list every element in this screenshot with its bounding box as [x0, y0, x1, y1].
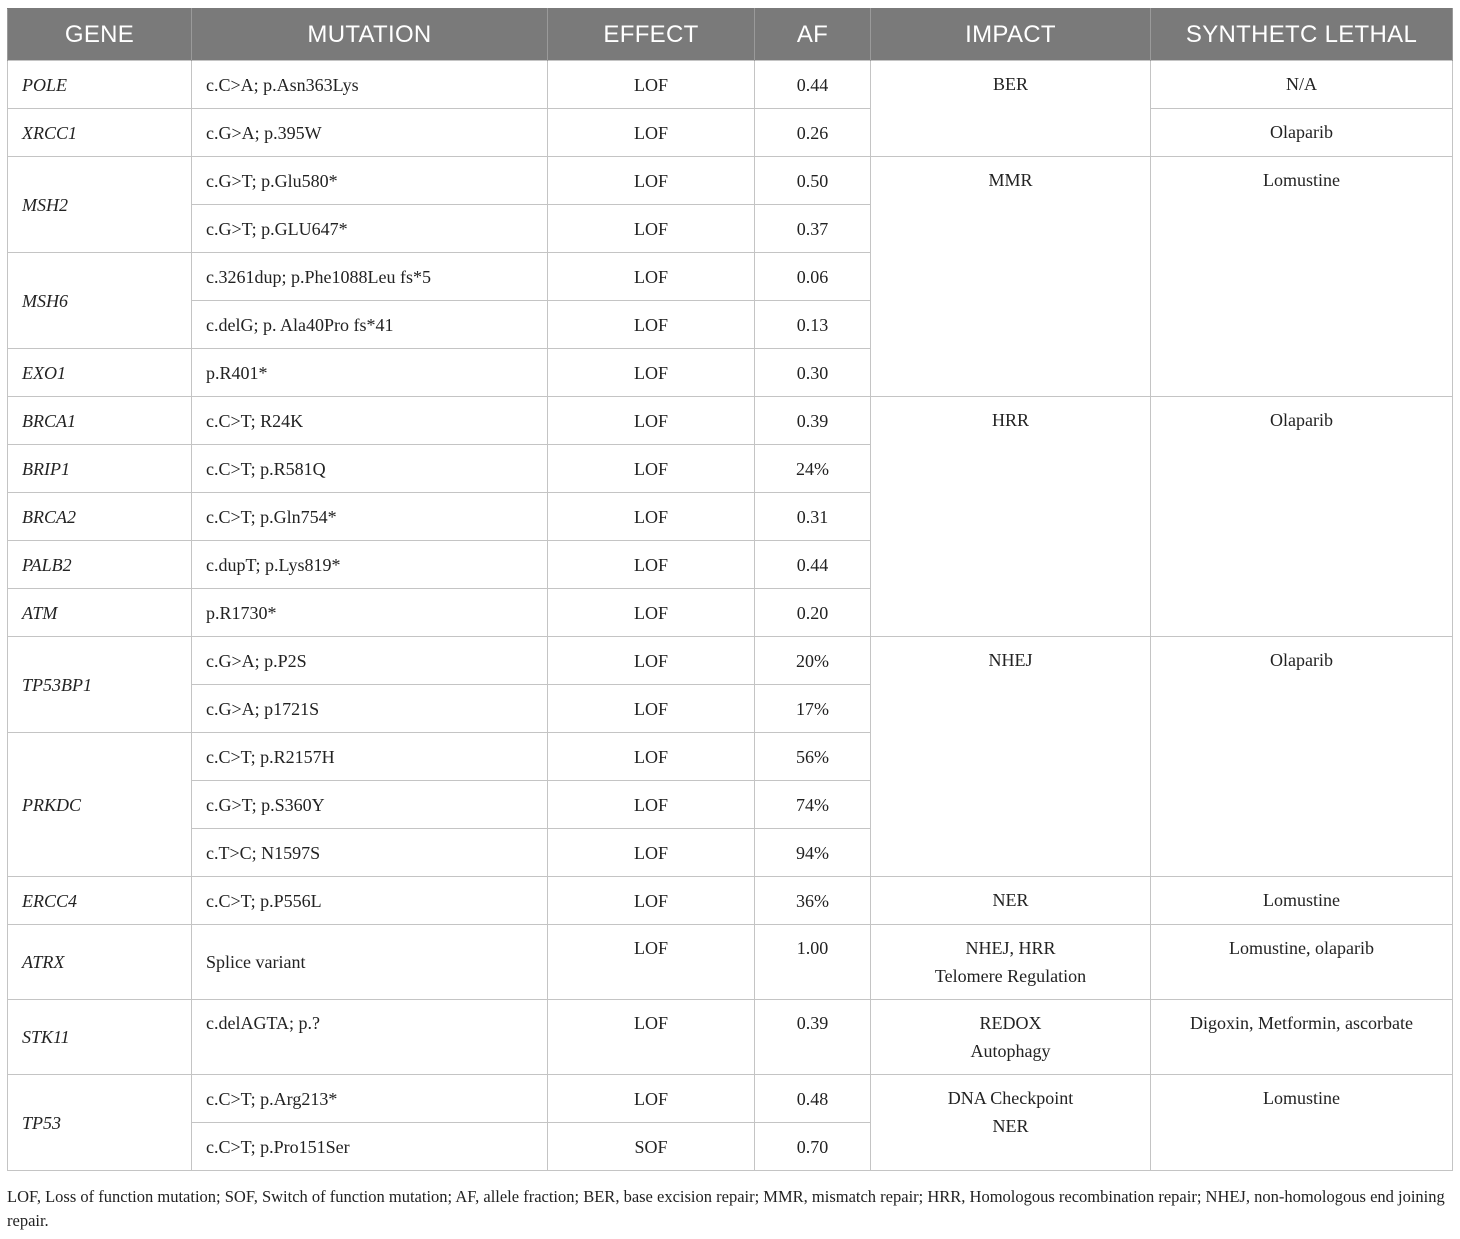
table-row	[8, 1000, 1453, 1075]
effect-cell: LOF	[548, 157, 755, 205]
effect-cell: LOF	[548, 541, 755, 589]
effect-cell: LOF	[548, 1075, 755, 1123]
table-row	[8, 61, 1453, 109]
table-row	[8, 157, 1453, 205]
gene-cell: PRKDC	[8, 733, 192, 877]
effect-cell: LOF	[548, 589, 755, 637]
af-cell: 0.20	[755, 589, 871, 637]
gene-cell: EXO1	[8, 349, 192, 397]
mutation-cell: c.C>T; p.R581Q	[192, 445, 548, 493]
af-cell: 74%	[755, 781, 871, 829]
mutation-cell: c.C>T; p.Pro151Ser	[192, 1123, 548, 1171]
mutation-table	[7, 8, 1453, 1171]
impact-line: DNA Checkpoint	[947, 1088, 1074, 1108]
synthetic-lethal-cell: Olaparib	[1151, 109, 1453, 157]
af-cell: 0.50	[755, 157, 871, 205]
gene-cell: MSH6	[8, 253, 192, 349]
mutation-cell: c.dupT; p.Lys819*	[192, 541, 548, 589]
af-cell: 0.48	[755, 1075, 871, 1123]
af-cell: 94%	[755, 829, 871, 877]
effect-cell: LOF	[548, 637, 755, 685]
mutation-cell: c.C>T; R24K	[192, 397, 548, 445]
mutation-cell: p.R1730*	[192, 589, 548, 637]
header-effect: EFFECT	[548, 9, 755, 61]
mutation-cell: c.delG; p. Ala40Pro fs*41	[192, 301, 548, 349]
header-impact: IMPACT	[871, 9, 1151, 61]
effect-cell: SOF	[548, 1123, 755, 1171]
mutation-cell: c.C>T; p.Gln754*	[192, 493, 548, 541]
af-cell: 0.06	[755, 253, 871, 301]
effect-cell: LOF	[548, 493, 755, 541]
effect-cell: LOF	[548, 925, 755, 1000]
gene-cell: ERCC4	[8, 877, 192, 925]
impact-line: Autophagy	[970, 1041, 1051, 1061]
mutation-cell: c.G>A; p.P2S	[192, 637, 548, 685]
af-cell: 0.44	[755, 541, 871, 589]
gene-cell: TP53BP1	[8, 637, 192, 733]
synthetic-lethal-cell: Lomustine	[1151, 1075, 1453, 1171]
synthetic-lethal-cell: Lomustine, olaparib	[1151, 925, 1453, 1000]
effect-cell: LOF	[548, 205, 755, 253]
mutation-cell: c.G>A; p.395W	[192, 109, 548, 157]
gene-cell: ATM	[8, 589, 192, 637]
table-row	[8, 925, 1453, 1000]
synthetic-lethal-cell: Olaparib	[1151, 637, 1453, 877]
synthetic-lethal-cell: N/A	[1151, 61, 1453, 109]
af-cell: 0.70	[755, 1123, 871, 1171]
effect-cell: LOF	[548, 445, 755, 493]
effect-cell: LOF	[548, 829, 755, 877]
impact-cell: HRR	[871, 397, 1151, 637]
effect-cell: LOF	[548, 877, 755, 925]
af-cell: 0.31	[755, 493, 871, 541]
impact-line: Telomere Regulation	[934, 966, 1087, 986]
gene-cell: BRCA1	[8, 397, 192, 445]
effect-cell: LOF	[548, 397, 755, 445]
header-mutation: MUTATION	[192, 9, 548, 61]
af-cell: 0.26	[755, 109, 871, 157]
mutation-cell: p.R401*	[192, 349, 548, 397]
af-cell: 56%	[755, 733, 871, 781]
mutation-cell: c.C>T; p.P556L	[192, 877, 548, 925]
mutation-cell: c.3261dup; p.Phe1088Leu fs*5	[192, 253, 548, 301]
impact-cell: NER	[871, 877, 1151, 925]
af-cell: 0.30	[755, 349, 871, 397]
gene-cell: TP53	[8, 1075, 192, 1171]
af-cell: 20%	[755, 637, 871, 685]
table-container	[7, 8, 1452, 1171]
effect-cell: LOF	[548, 685, 755, 733]
synthetic-lethal-cell: Olaparib	[1151, 397, 1453, 637]
mutation-cell: c.T>C; N1597S	[192, 829, 548, 877]
header-gene: GENE	[8, 9, 192, 61]
effect-cell: LOF	[548, 109, 755, 157]
gene-cell: MSH2	[8, 157, 192, 253]
gene-cell: BRIP1	[8, 445, 192, 493]
impact-cell: MMR	[871, 157, 1151, 397]
effect-cell: LOF	[548, 61, 755, 109]
gene-cell: POLE	[8, 61, 192, 109]
header-af: AF	[755, 9, 871, 61]
af-cell: 1.00	[755, 925, 871, 1000]
effect-cell: LOF	[548, 253, 755, 301]
af-cell: 0.44	[755, 61, 871, 109]
gene-cell: XRCC1	[8, 109, 192, 157]
table-header	[8, 9, 1453, 61]
impact-cell	[871, 1000, 1151, 1075]
table-footnote: LOF, Loss of function mutation; SOF, Switch of function mutation; AF, allele fraction; BER, base excision repair; MMR, mismatch repair; HRR, Homologous recombination repair; NHEJ, non-homologous end joining repair.	[7, 1187, 1445, 1230]
mutation-cell: Splice variant	[192, 925, 548, 1000]
table-body	[8, 61, 1453, 1171]
mutation-cell: c.C>T; p.R2157H	[192, 733, 548, 781]
effect-cell: LOF	[548, 1000, 755, 1075]
af-cell: 24%	[755, 445, 871, 493]
header-synthetic-lethal: SYNTHETC LETHAL	[1151, 9, 1453, 61]
synthetic-lethal-cell: Digoxin, Metformin, ascorbate	[1151, 1000, 1453, 1075]
impact-cell	[871, 925, 1151, 1000]
gene-cell: PALB2	[8, 541, 192, 589]
effect-cell: LOF	[548, 301, 755, 349]
mutation-cell: c.C>A; p.Asn363Lys	[192, 61, 548, 109]
af-cell: 36%	[755, 877, 871, 925]
mutation-cell: c.G>T; p.S360Y	[192, 781, 548, 829]
gene-cell: STK11	[8, 1000, 192, 1075]
mutation-cell: c.G>A; p1721S	[192, 685, 548, 733]
impact-line: NER	[992, 1116, 1029, 1136]
table-row	[8, 397, 1453, 445]
gene-cell: BRCA2	[8, 493, 192, 541]
table-row	[8, 109, 1453, 157]
mutation-cell: c.delAGTA; p.?	[192, 1000, 548, 1075]
table-row	[8, 637, 1453, 685]
af-cell: 17%	[755, 685, 871, 733]
impact-cell	[871, 1075, 1151, 1171]
synthetic-lethal-cell: Lomustine	[1151, 877, 1453, 925]
impact-cell: BER	[871, 61, 1151, 157]
af-cell: 0.39	[755, 1000, 871, 1075]
mutation-cell: c.G>T; p.Glu580*	[192, 157, 548, 205]
effect-cell: LOF	[548, 781, 755, 829]
table-row	[8, 877, 1453, 925]
impact-cell: NHEJ	[871, 637, 1151, 877]
af-cell: 0.37	[755, 205, 871, 253]
af-cell: 0.13	[755, 301, 871, 349]
table-row	[8, 1075, 1453, 1123]
af-cell: 0.39	[755, 397, 871, 445]
mutation-cell: c.G>T; p.GLU647*	[192, 205, 548, 253]
synthetic-lethal-cell: Lomustine	[1151, 157, 1453, 397]
mutation-cell: c.C>T; p.Arg213*	[192, 1075, 548, 1123]
effect-cell: LOF	[548, 733, 755, 781]
impact-line: REDOX	[979, 1013, 1042, 1033]
impact-line: NHEJ, HRR	[965, 938, 1056, 958]
effect-cell: LOF	[548, 349, 755, 397]
gene-cell: ATRX	[8, 925, 192, 1000]
